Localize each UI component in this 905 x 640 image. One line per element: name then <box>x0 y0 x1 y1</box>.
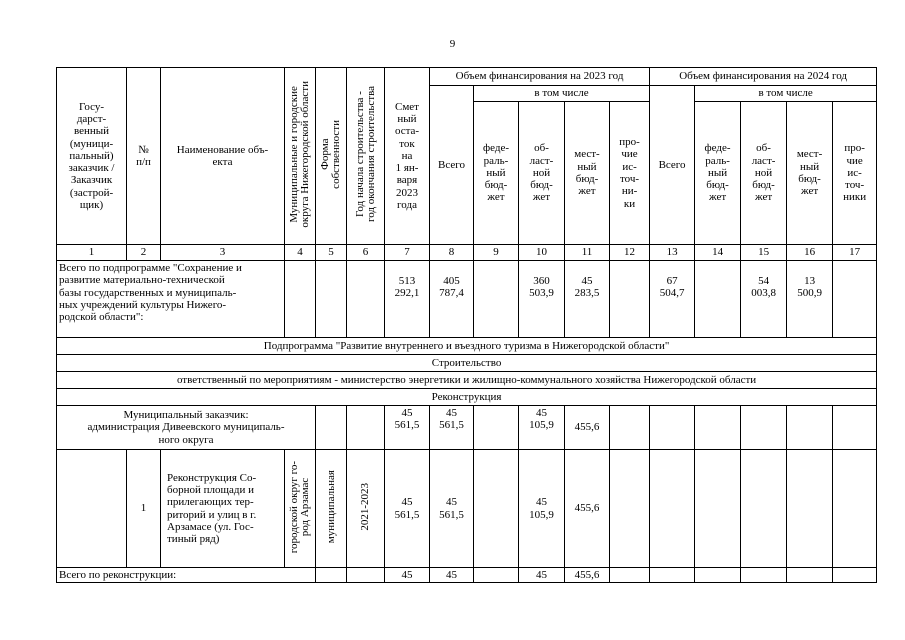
subprogram-title: Подпрограмма "Развитие внутреннего и въездного туризма в Нижегородской области" <box>57 338 877 355</box>
responsible-line: ответственный по мероприятиям - министерство энергетики и жилищно-коммунального хозяйства Нижегородской области <box>57 372 877 389</box>
object-row <box>57 450 877 568</box>
object-municipality: городской округ го- род Арзамас <box>285 450 316 568</box>
reconstruction-total-label: Всего по реконструкции: <box>57 568 316 583</box>
header-regional-2023: об- ласт- ной бюд- жет <box>519 102 565 245</box>
cell-value: 45 561,5 <box>430 406 474 450</box>
header-object-name: Наименование объ- екта <box>161 68 285 245</box>
page-number: 9 <box>449 38 456 50</box>
subprogram-total-label: Всего по подпрограмме "Сохранение и развитие материально-технической базы государственных и муниципаль- ных учреждений культуры Нижего- родской области": <box>57 261 285 338</box>
cell-value <box>833 261 877 338</box>
column-number: 10 <box>519 245 565 261</box>
header-years: Год начала строительства - год окончания строительства <box>347 68 385 245</box>
cell-value: 67 504,7 <box>650 261 695 338</box>
cell-value <box>610 261 650 338</box>
cell-value <box>474 261 519 338</box>
header-including-2023: в том числе <box>474 86 650 102</box>
cell-value: 45 <box>430 568 474 583</box>
cell-value: 45 <box>385 568 430 583</box>
column-number: 9 <box>474 245 519 261</box>
column-number: 15 <box>741 245 787 261</box>
cell-value: 45 105,9 <box>519 406 565 450</box>
header-customer: Госу- дарст- венный (муници- пальный) заказчик / Заказчик (застрой- щик) <box>57 68 127 245</box>
cell-value: 45 105,9 <box>519 450 565 568</box>
header-local-2024: мест- ный бюд- жет <box>787 102 833 245</box>
cell-value: 45 561,5 <box>430 450 474 568</box>
column-number: 1 <box>57 245 127 261</box>
cell-value: 360 503,9 <box>519 261 565 338</box>
municipal-customer-label: Муниципальный заказчик: администрация Дивеевского муниципаль- ного округа <box>57 406 316 450</box>
reconstruction-title: Реконструкция <box>57 389 877 406</box>
cell-value: 54 003,8 <box>741 261 787 338</box>
header-other-2024: про- чие ис- точ- ники <box>833 102 877 245</box>
header-funding-2023: Объем финансирования на 2023 год <box>430 68 650 86</box>
cell-value: 45 561,5 <box>385 406 430 450</box>
header-total-2023: Всего <box>430 86 474 245</box>
object-ownership: муниципальная <box>316 450 347 568</box>
header-federal-2024: феде- раль- ный бюд- жет <box>695 102 741 245</box>
object-number: 1 <box>127 450 161 568</box>
header-estimate: Смет ный остa- ток на 1 ян- варя 2023 года <box>385 68 430 245</box>
cell-value: 45 561,5 <box>385 450 430 568</box>
subprogram-total-row <box>57 261 877 338</box>
cell-value <box>695 261 741 338</box>
reconstruction-total-row <box>57 568 877 583</box>
column-number: 7 <box>385 245 430 261</box>
cell-value: 513 292,1 <box>385 261 430 338</box>
column-number: 3 <box>161 245 285 261</box>
funding-table <box>56 67 877 583</box>
column-number: 11 <box>565 245 610 261</box>
header-regional-2024: об- ласт- ной бюд- жет <box>741 102 787 245</box>
header-ownership: Форма собственности <box>316 68 347 245</box>
header-municipality: Муниципальные и городские округа Нижегородской области <box>285 68 316 245</box>
cell-value: 455,6 <box>565 406 610 450</box>
cell-value: 405 787,4 <box>430 261 474 338</box>
header-including-2024: в том числе <box>695 86 877 102</box>
column-number: 4 <box>285 245 316 261</box>
construction-title: Строительство <box>57 355 877 372</box>
column-number: 17 <box>833 245 877 261</box>
header-federal-2023: феде- раль- ный бюд- жет <box>474 102 519 245</box>
cell-value: 45 283,5 <box>565 261 610 338</box>
column-number: 5 <box>316 245 347 261</box>
column-number: 16 <box>787 245 833 261</box>
column-number: 14 <box>695 245 741 261</box>
column-number: 13 <box>650 245 695 261</box>
cell-value: 455,6 <box>565 568 610 583</box>
municipal-customer-row <box>57 406 877 450</box>
header-funding-2024: Объем финансирования на 2024 год <box>650 68 877 86</box>
object-years: 2021-2023 <box>347 450 385 568</box>
header-number: № п/п <box>127 68 161 245</box>
column-number: 6 <box>347 245 385 261</box>
header-local-2023: мест- ный бюд- жет <box>565 102 610 245</box>
header-other-2023: про- чие ис- точ- ни- ки <box>610 102 650 245</box>
header-total-2024: Всего <box>650 86 695 245</box>
cell-value: 455,6 <box>565 450 610 568</box>
cell-value: 13 500,9 <box>787 261 833 338</box>
column-number-row <box>57 245 877 261</box>
column-number: 8 <box>430 245 474 261</box>
object-name: Реконструкция Со- борной площади и прилегающих тер- риторий и улиц в г. Арзамасе (ул. Гос- тиный ряд) <box>161 450 285 568</box>
column-number: 2 <box>127 245 161 261</box>
column-number: 12 <box>610 245 650 261</box>
cell-value: 45 <box>519 568 565 583</box>
